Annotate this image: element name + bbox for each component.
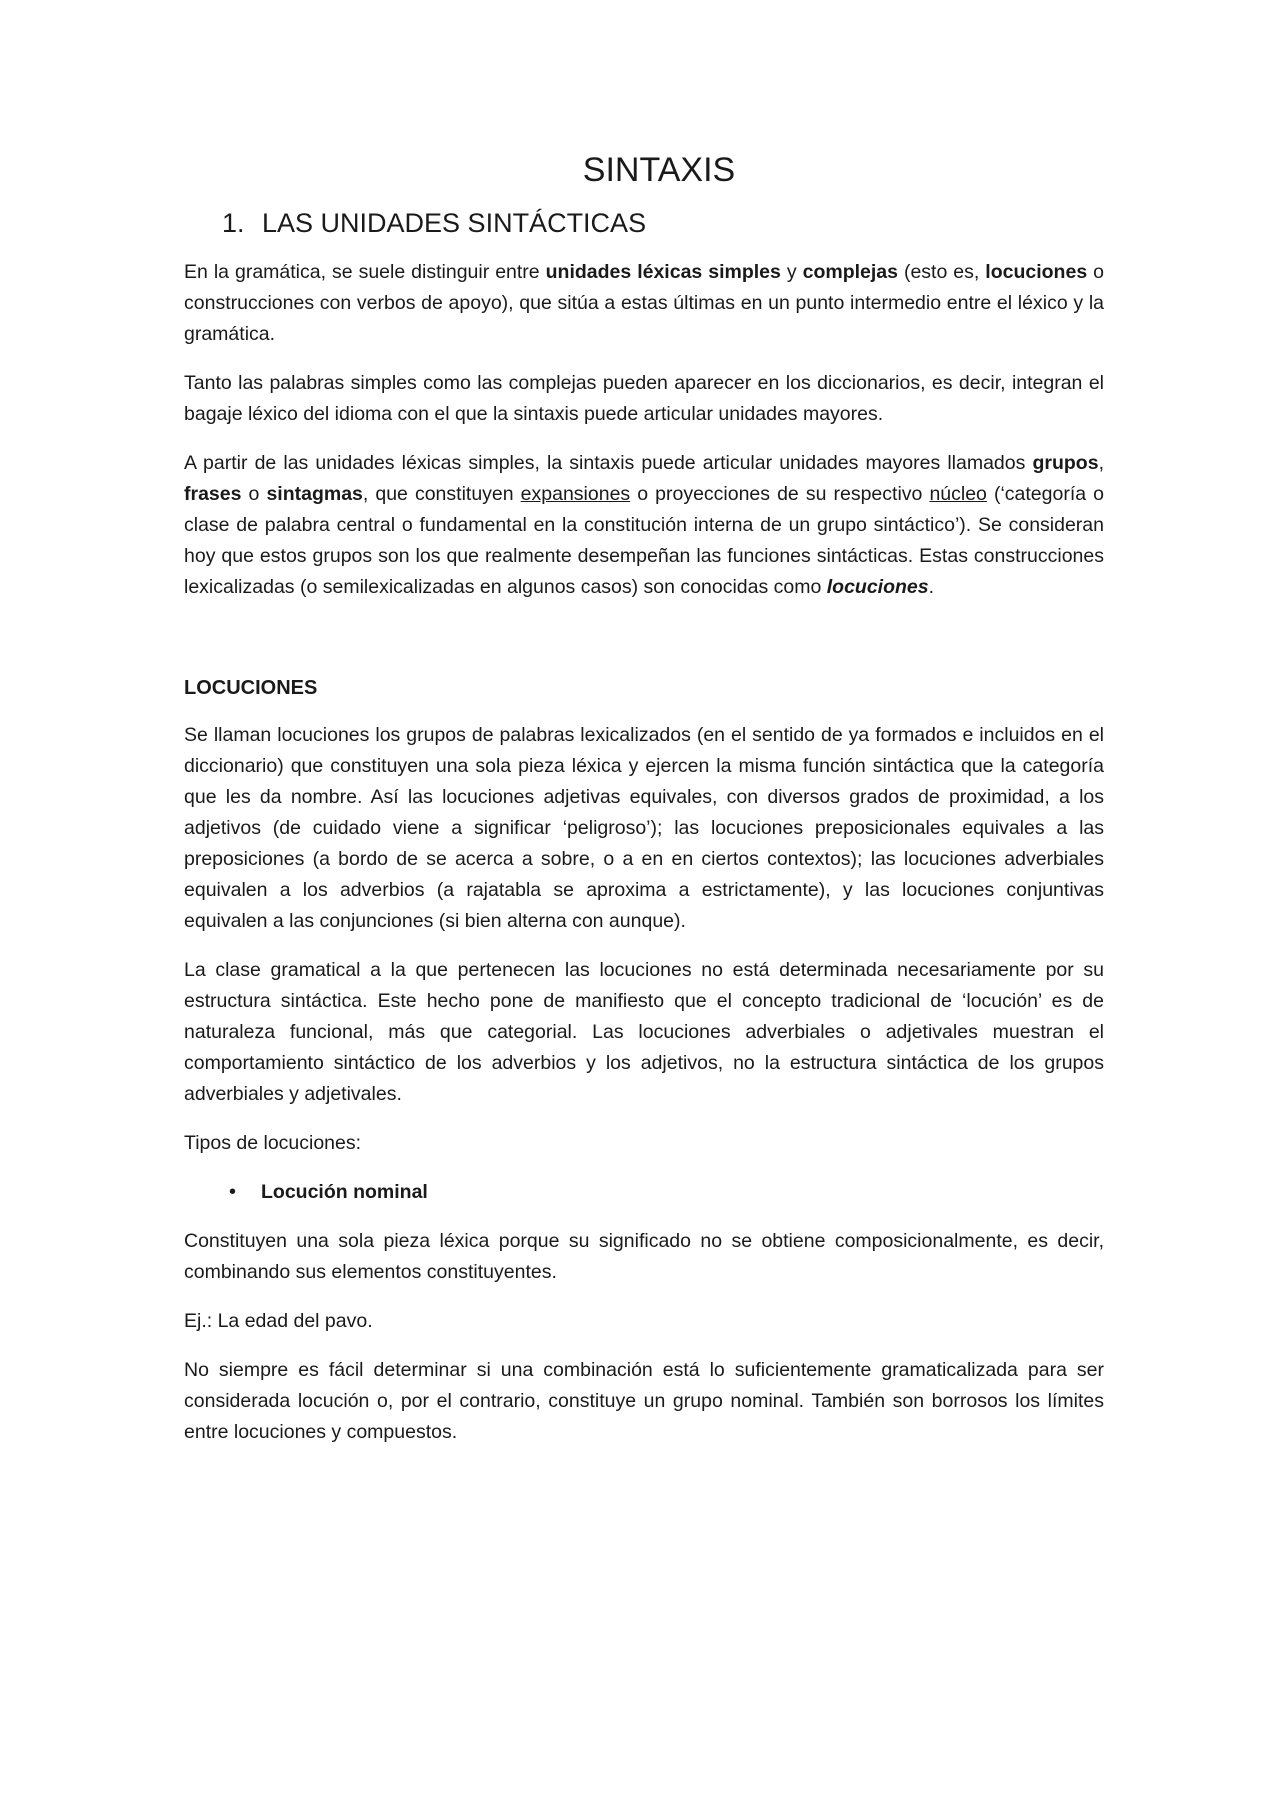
paragraph-clase-gramatical: La clase gramatical a la que pertenecen las locuciones no está determinada necesariamente por su estructura sintáctica. Este hecho pone de manifiesto que el concepto tradicional de ‘locución’ es de naturaleza funcional, más que categorial. Las locuciones adverbiales o adjetivales muestran el comportamiento sintáctico de los adverbios y los adjetivos, no la estructura sintáctica de los grupos adverbiales y adjetivales. (184, 959, 1104, 1106)
paragraph-ejemplo: Ej.: La edad del pavo. (184, 1310, 373, 1333)
section-number: 1. (222, 207, 245, 238)
paragraph-unidades-lexicas (184, 257, 1104, 350)
locuciones-heading: LOCUCIONES (184, 677, 318, 700)
text-run: En la gramática, se suele distinguir entre (184, 261, 546, 284)
bullet-label: Locución nominal (261, 1181, 428, 1204)
spacer (184, 621, 1104, 673)
bold-term: locuciones (985, 261, 1088, 284)
paragraph-definicion-locuciones: Se llaman locuciones los grupos de palabras lexicalizados (en el sentido de ya formados e incluidos en el diccionario) que constituyen una sola pieza léxica y ejercen la misma función sintáctica que la categoría que les da nombre. Así las locuciones adjetivas equivales, con diversos grados de proximidad, a los adjetivos (de cuidado viene a significar ‘peligroso’); las locuciones preposicionales equivales a las preposiciones (a bordo de se acerca a sobre, o a en en ciertos contextos); las locuciones adverbiales equivalen a los adverbios (a rajatabla se aproxima a estrictamente), y las locuciones conjuntivas equivalen a las conjunciones (si bien alterna con aunque). (184, 724, 1104, 933)
paragraph-grupos-sintacticos (184, 448, 1104, 603)
paragraph-tipos-locuciones: Tipos de locuciones: (184, 1132, 362, 1155)
underlined-term: expansiones (520, 483, 631, 506)
underlined-term: núcleo (929, 483, 987, 506)
bold-italic-term: locuciones (826, 576, 929, 599)
text-run: . (928, 576, 935, 599)
paragraph-gramaticalizada: No siempre es fácil determinar si una combinación está lo suficientemente gramaticalizada para ser considerada locución o, por el contrario, constituye un grupo nominal. También son borrosos los límites entre locuciones y compuestos. (184, 1359, 1104, 1444)
text-run: y (780, 261, 803, 284)
bold-term: complejas (802, 261, 898, 284)
text-run: A partir de las unidades léxicas simples, la sintaxis puede articular unidades mayores llamados (184, 452, 1033, 475)
paragraph-palabras-simples: Tanto las palabras simples como las complejas pueden aparecer en los diccionarios, es decir, integran el bagaje léxico del idioma con el que la sintaxis puede articular unidades mayores. (184, 372, 1104, 426)
bold-term: grupos (1032, 452, 1099, 475)
document-title: SINTAXIS (582, 151, 736, 189)
paragraph-pieza-lexica: Constituyen una sola pieza léxica porque su significado no se obtiene composicionalmente, es decir, combinando sus elementos constituyentes. (184, 1230, 1104, 1284)
bullet-item-locucion-nominal (184, 1177, 1104, 1208)
bullet-icon: • (229, 1181, 237, 1204)
text-run: o (241, 483, 267, 506)
bold-term: frases (184, 483, 242, 506)
text-run: (esto es, (897, 261, 986, 284)
text-run: o proyecciones de su respectivo (630, 483, 930, 506)
section-title: LAS UNIDADES SINTÁCTICAS (262, 207, 647, 238)
text-run: o construcciones con verbos de apoyo), que sitúa a estas últimas en un punto intermedio entre el léxico y la gramática. (184, 261, 1104, 346)
bold-term: sintagmas (266, 483, 363, 506)
bold-term: unidades léxicas simples (545, 261, 781, 284)
section-heading (184, 207, 1104, 239)
text-run: (‘categoría o clase de palabra central o fundamental en la constitución interna de un grupo sintáctico’). Se consideran hoy que estos grupos son los que realmente desempeñan las funciones sintácticas. Estas construcciones lexicalizadas (o semilexicalizadas en algunos casos) son conocidas como (184, 483, 1105, 599)
text-run: , que constituyen (362, 483, 521, 506)
text-run: , (1098, 452, 1104, 475)
document-content (184, 150, 1104, 1466)
